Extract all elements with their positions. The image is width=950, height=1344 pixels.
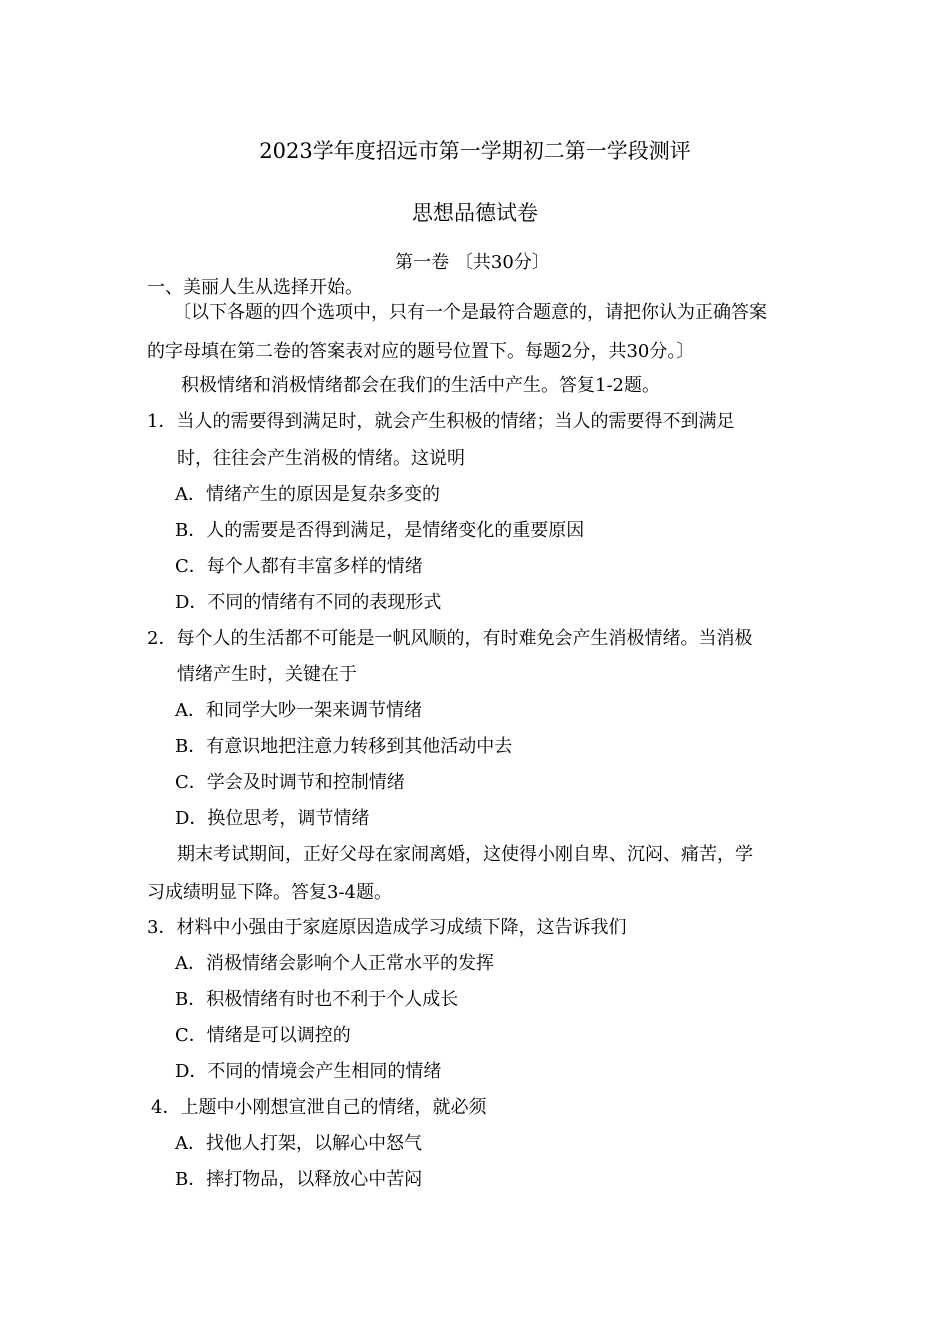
- exam-subtitle: 思想品德试卷: [412, 201, 538, 225]
- q1-option-d: D．不同的情绪有不同的表现形式: [175, 592, 442, 613]
- q4-option-b: B．摔打物品，以释放心中苦闷: [175, 1169, 423, 1190]
- q1-option-b: B．人的需要是否得到满足，是情绪变化的重要原因: [175, 520, 585, 541]
- instruction-line-1: 〔以下各题的四个选项中，只有一个是最符合题意的，请把你认为正确答案: [173, 302, 767, 323]
- instruction-line-2: 的字母填在第二卷的答案表对应的题号位置下。每题2分，共30分。〕: [147, 341, 695, 362]
- q2-option-a: A．和同学大吵一架来调节情绪: [175, 700, 422, 721]
- material-1: 积极情绪和消极情绪都会在我们的生活中产生。答复1-2题。: [181, 375, 660, 396]
- q2-option-d: D．换位思考，调节情绪: [175, 808, 370, 829]
- q2-stem-line-1: 2．每个人的生活都不可能是一帆风顺的，有时难免会产生消极情绪。当消极: [147, 628, 753, 649]
- q2-option-c: C．学会及时调节和控制情绪: [175, 772, 405, 793]
- q4-stem: 4．上题中小刚想宣泄自己的情绪，就必须: [151, 1097, 487, 1118]
- part-heading: 第一卷 〔共30分〕: [395, 252, 550, 273]
- q3-stem: 3．材料中小强由于家庭原因造成学习成绩下降，这告诉我们: [147, 917, 627, 938]
- section-heading: 一、美丽人生从选择开始。: [147, 277, 363, 298]
- q3-option-b: B．积极情绪有时也不利于个人成长: [175, 989, 459, 1010]
- exam-title: 2023学年度招远市第一学期初二第一学段测评: [259, 139, 691, 163]
- q1-stem-line-1: 1．当人的需要得到满足时，就会产生积极的情绪；当人的需要得不到满足: [147, 411, 735, 432]
- q3-option-d: D．不同的情境会产生相同的情绪: [175, 1061, 442, 1082]
- q3-option-a: A．消极情绪会影响个人正常水平的发挥: [175, 953, 494, 974]
- q1-stem-line-2: 时，往往会产生消极的情绪。这说明: [177, 448, 465, 469]
- q2-stem-line-2: 情绪产生时，关键在于: [177, 664, 357, 685]
- q4-option-a: A．找他人打架，以解心中怒气: [175, 1133, 422, 1154]
- q3-option-c: C．情绪是可以调控的: [175, 1025, 351, 1046]
- q1-option-a: A．情绪产生的原因是复杂多变的: [175, 484, 440, 505]
- material-2-line-2: 习成绩明显下降。答复3-4题。: [147, 882, 392, 903]
- q1-option-c: C．每个人都有丰富多样的情绪: [175, 556, 423, 577]
- q2-option-b: B．有意识地把注意力转移到其他活动中去: [175, 736, 513, 757]
- material-2-line-1: 期末考试期间，正好父母在家闹离婚，这使得小刚自卑、沉闷、痛苦，学: [177, 844, 753, 865]
